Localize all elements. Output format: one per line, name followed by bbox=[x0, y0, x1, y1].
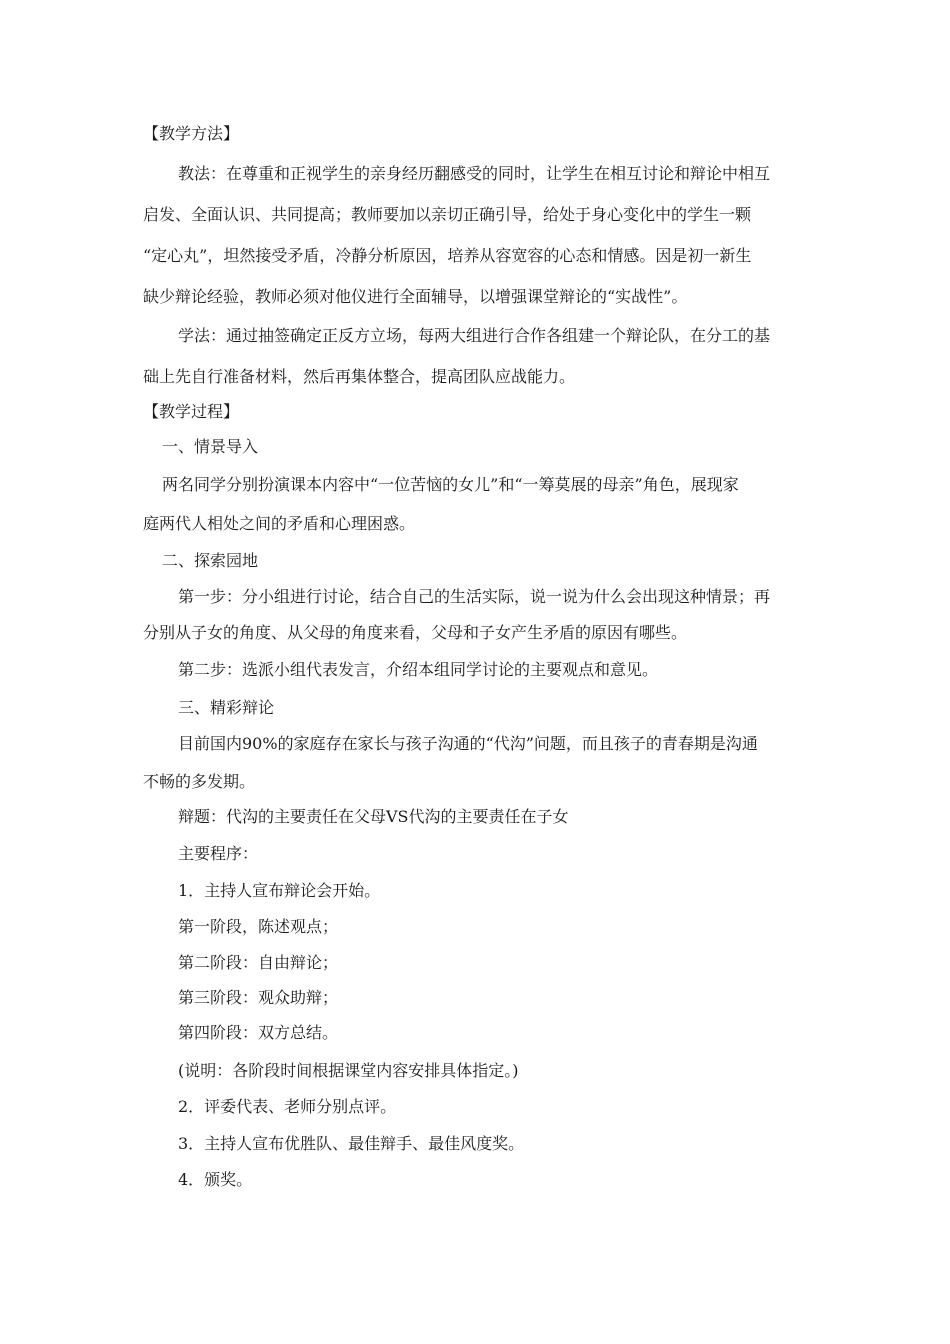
procedure-item: 3．主持人宣布优胜队、最佳辩手、最佳风度奖。 bbox=[178, 1134, 525, 1153]
procedure-item: 2．评委代表、老师分别点评。 bbox=[178, 1097, 397, 1116]
procedure-item: 1．主持人宣布辩论会开始。 bbox=[178, 881, 381, 900]
heading-teaching-process: 【教学过程】 bbox=[143, 402, 240, 421]
section-title-debate: 三、精彩辩论 bbox=[178, 698, 275, 717]
procedure-item: 第四阶段：双方总结。 bbox=[178, 1023, 339, 1042]
learn-method-line: 础上先自行准备材料，然后再集体整合，提高团队应战能力。 bbox=[143, 367, 576, 386]
teach-method-line: 启发、全面认识、共同提高；教师要加以亲切正确引导，给处于身心变化中的学生一颗 bbox=[143, 205, 752, 224]
teach-method-line: “定心丸”，坦然接受矛盾，冷静分析原因，培养从容宽容的心态和情感。因是初一新生 bbox=[143, 246, 752, 265]
procedure-item: 4．颁奖。 bbox=[178, 1170, 253, 1189]
section-title-scenario: 一、情景导入 bbox=[162, 437, 259, 456]
scenario-line: 两名同学分别扮演课本内容中“一位苦恼的女儿”和“一筹莫展的母亲”角色，展现家 bbox=[162, 475, 739, 494]
debate-intro-line: 目前国内90%的家庭存在家长与孩子沟通的“代沟”问题，而且孩子的青春期是沟通 bbox=[178, 734, 758, 753]
step-one-line: 分别从子女的角度、从父母的角度来看，父母和子女产生矛盾的原因有哪些。 bbox=[143, 623, 688, 642]
step-one-line: 第一步：分小组进行讨论，结合自己的生活实际，说一说为什么会出现这种情景；再 bbox=[178, 587, 771, 606]
section-title-explore: 二、探索园地 bbox=[162, 551, 259, 570]
procedure-item: 第一阶段，陈述观点； bbox=[178, 917, 339, 936]
step-two: 第二步：选派小组代表发言，介绍本组同学讨论的主要观点和意见。 bbox=[178, 660, 659, 679]
procedure-item: 第二阶段：自由辩论； bbox=[178, 953, 339, 972]
scenario-line: 庭两代人相处之间的矛盾和心理困惑。 bbox=[143, 514, 416, 533]
learn-method-line: 学法：通过抽签确定正反方立场，每两大组进行合作各组建一个辩论队，在分工的基 bbox=[178, 326, 771, 345]
procedure-item: 第三阶段：观众助辩； bbox=[178, 988, 339, 1007]
procedure-title: 主要程序： bbox=[178, 844, 259, 863]
heading-teaching-method: 【教学方法】 bbox=[143, 124, 240, 143]
debate-topic: 辩题：代沟的主要责任在父母VS代沟的主要责任在子女 bbox=[178, 807, 569, 826]
teach-method-line: 教法：在尊重和正视学生的亲身经历翻感受的同时，让学生在相互讨论和辩论中相互 bbox=[178, 164, 771, 183]
debate-intro-line: 不畅的多发期。 bbox=[143, 772, 256, 791]
teach-method-line: 缺少辩论经验，教师必须对他仪进行全面辅导，以增强课堂辩论的“实战性”。 bbox=[143, 287, 688, 306]
procedure-note: (说明：各阶段时间根据课堂内容安排具体指定。) bbox=[178, 1061, 519, 1080]
